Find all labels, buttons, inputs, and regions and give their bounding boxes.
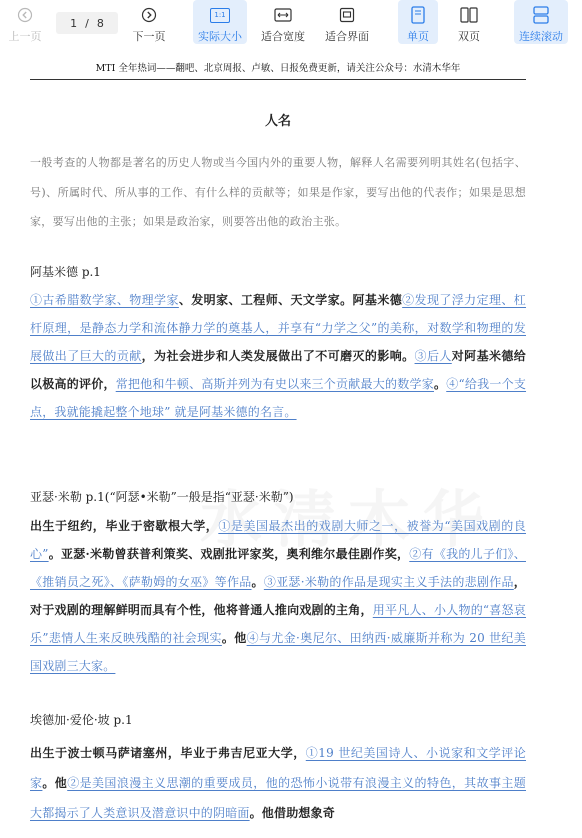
total-pages: 8 [96,16,104,30]
entry-body-archimedes [30,286,526,426]
page-header: MTI 全年热词——翻吧、北京周报、卢敏、日报免费更新，请关注公众号：水清木华年 [30,60,526,80]
annotated-phrase: ①是美国最杰出的戏剧大师之一，被誉为“美国戏剧的良心” [30,519,526,561]
entry-title-arthur-miller: 亚瑟·米勒 p.1(“阿瑟•米勒”一般是指“亚瑟·米勒”) [30,490,294,504]
fit-page-button[interactable] [320,0,374,44]
chevron-right-circle-icon [141,5,157,25]
fit-page-icon [339,5,355,25]
entry-title-edgar-allan-poe: 埃德加·爱伦·坡 p.1 [30,713,133,727]
document-page [30,60,527,820]
double-page-icon [460,5,478,25]
prev-page-button[interactable] [4,0,46,44]
annotated-phrase: ②发现了浮力定理、杠杆原理，是静态力学和流体静力学的奠基人，并享有“力学之父”的美称，对数学和物理的发展做出了巨大的贡献 [30,293,526,363]
body-text: 。他 [42,776,68,790]
section-heading: 人名 [264,114,291,129]
body-text: 。 [251,575,264,589]
fit-page-label: 适合界面 [325,30,369,43]
fit-width-label: 适合宽度 [261,30,305,43]
body-text: 出生于波士顿马萨诸塞州，毕业于弗吉尼亚大学， [30,746,306,760]
page-separator: / [85,16,89,30]
body-text: 。 [433,377,447,391]
annotated-phrase: 常把他和牛顿、高斯并列为有史以来三个贡献最大的数学家 [115,377,434,391]
next-page-label: 下一页 [132,30,166,43]
annotated-phrase: ②是美国浪漫主义思潮的重要成员，他的恐怖小说带有浪漫主义的特色，其故事主题大都揭示了人类意识及潜意识中的阴暗面 [30,776,526,820]
intro-paragraph: 一般考查的人物都是著名的历史人物或当今国内外的重要人物，解释人名需要列明其姓名(包括字、号)、所属时代、所从事的工作、有什么样的贡献等；如果是作家，要写出他的代表作；如果是思想家，要写出他的主张；如果是政治家，则要答出他的政治主张。 [30,156,526,228]
body-text: 。他 [221,631,247,645]
annotated-phrase: ④“给我一个支点，我就能撬起整个地球” 就是阿基米德的名言。 [30,377,527,419]
annotated-phrase: ③后人 [414,349,452,363]
body-text: ，为社会进步和人类发展做出了不可磨灭的影响。 [141,349,415,363]
reader-toolbar [0,0,582,44]
page-indicator[interactable] [56,12,118,34]
actual-size-icon: 1:1 [210,5,230,25]
annotated-phrase: ①19 世纪美国诗人、小说家和文学评论家 [30,746,526,790]
double-page-label: 双页 [458,30,480,43]
double-page-button[interactable] [449,0,489,44]
body-text: 出生于纽约，毕业于密歇根大学， [30,519,219,533]
continuous-scroll-label: 连续滚动 [519,30,563,43]
single-page-label: 单页 [407,30,429,43]
body-text: 、发明家、工程师、天文学家。阿基米德 [178,293,403,307]
annotated-phrase: ③亚瑟·米勒的作品是现实主义手法的悲剧作品 [263,575,514,589]
fit-width-icon [274,5,292,25]
entry-body-arthur-miller [30,512,526,680]
prev-page-label: 上一页 [8,30,42,43]
continuous-scroll-button[interactable] [514,0,568,44]
chevron-left-circle-icon [17,5,33,25]
body-text: 。他借助想象奇 [249,806,336,820]
annotated-phrase: ④与尤金·奥尼尔、田纳西·威廉斯并称为 20 世纪美国戏剧三大家。 [30,631,526,673]
continuous-scroll-icon [533,5,549,25]
next-page-button[interactable] [128,0,170,44]
single-page-icon [411,5,425,25]
single-page-button[interactable] [398,0,438,44]
annotated-phrase: ①古希腊数学家、物理学家 [30,293,179,307]
annotated-phrase: 用平凡人、小人物的“喜怒哀乐”悲情人生来反映残酷的社会现实 [30,603,526,645]
fit-width-button[interactable] [256,0,310,44]
body-text: 对阿基米德给以极高的评价， [30,349,526,391]
entry-body-edgar-allan-poe [30,738,526,828]
actual-size-button[interactable] [193,0,247,44]
annotated-phrase: ②有《我的儿子们》、《推销员之死》、《萨勒姆的女巫》等作品 [30,547,526,589]
body-text: ，对于戏剧的理解鲜明而具有个性，他将普通人推向戏剧的主角， [30,575,526,617]
current-page-number[interactable]: 1 [70,16,78,30]
body-text: 。亚瑟·米勒曾获普利策奖、戏剧批评家奖，奥利维尔最佳剧作奖， [48,547,410,561]
actual-size-label: 实际大小 [198,30,242,43]
entry-title-archimedes: 阿基米德 p.1 [30,265,101,279]
